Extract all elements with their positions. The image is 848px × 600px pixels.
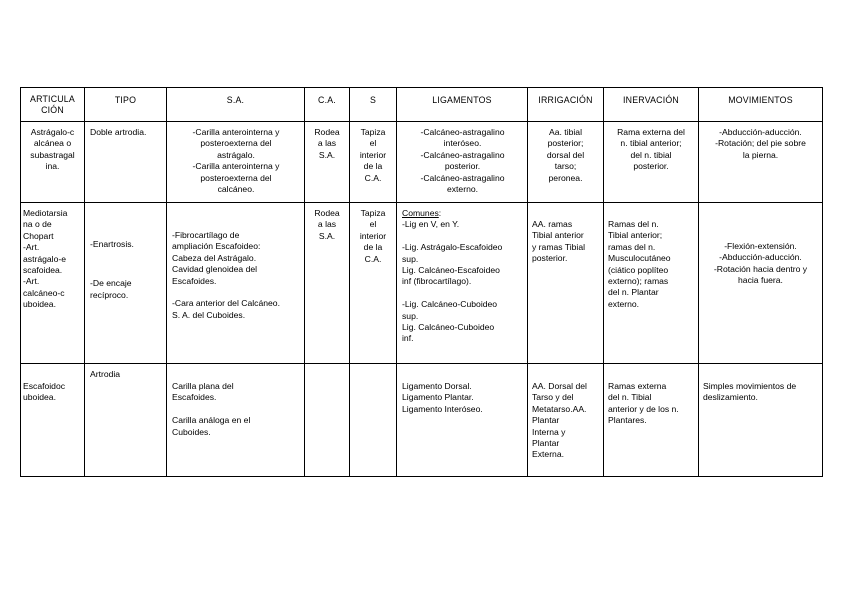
cell-movimientos: -Abducción-aducción. -Rotación; del pie sobre la pierna. bbox=[699, 122, 823, 203]
cell-tipo: Artrodia bbox=[85, 364, 167, 477]
header-ca: C.A. bbox=[305, 88, 350, 122]
cell-s: Tapiza el interior de la C.A. bbox=[350, 203, 397, 364]
cell-irrigacion: AA. ramas Tibial anterior y ramas Tibial posterior. bbox=[528, 203, 604, 364]
cell-movimientos: -Flexión-extensión. -Abducción-aducción. -Rotación hacia dentro y hacia fuera. bbox=[699, 203, 823, 364]
cell-articulacion: Escafoidoc uboidea. bbox=[21, 364, 85, 477]
cell-ca bbox=[305, 364, 350, 477]
cell-irrigacion: AA. Dorsal del Tarso y del Metatarso.AA. Plantar Interna y Plantar Externa. bbox=[528, 364, 604, 477]
cell-sa: -Carilla anterointerna y posteroexterna del astrágalo. -Carilla anterointerna y posteroexterna del calcáneo. bbox=[167, 122, 305, 203]
cell-irrigacion: Aa. tibial posterior; dorsal del tarso; peronea. bbox=[528, 122, 604, 203]
cell-inervacion: Rama externa del n. tibial anterior; del n. tibial posterior. bbox=[604, 122, 699, 203]
cell-ca: Rodea a las S.A. bbox=[305, 203, 350, 364]
cell-ligamentos: Comunes: -Lig en V, en Y. -Lig. Astrágalo-Escafoideo sup. Lig. Calcáneo-Escafoideo inf (fibrocartílago). -Lig. Calcáneo-Cuboideo sup. Lig. Calcáneo-Cuboideo inf. bbox=[397, 203, 528, 364]
ligamentos-heading: Comunes bbox=[402, 208, 439, 218]
header-movimientos: MOVIMIENTOS bbox=[699, 88, 823, 122]
cell-sa: -Fibrocartílago de ampliación Escafoideo: Cabeza del Astrágalo. Cavidad glenoidea del Escafoides. -Cara anterior del Calcáneo. S. A. del Cuboides. bbox=[167, 203, 305, 364]
cell-ligamentos: Ligamento Dorsal. Ligamento Plantar. Ligamento Interóseo. bbox=[397, 364, 528, 477]
table-row bbox=[21, 203, 823, 364]
table-row bbox=[21, 364, 823, 477]
cell-inervacion: Ramas externa del n. Tibial anterior y de los n. Plantares. bbox=[604, 364, 699, 477]
articulations-table bbox=[20, 87, 823, 477]
cell-s bbox=[350, 364, 397, 477]
cell-tipo: -Enartrosis. -De encaje recíproco. bbox=[85, 203, 167, 364]
header-tipo: TIPO bbox=[85, 88, 167, 122]
cell-ca: Rodea a las S.A. bbox=[305, 122, 350, 203]
cell-movimientos: Simples movimientos de deslizamiento. bbox=[699, 364, 823, 477]
cell-s: Tapiza el interior de la C.A. bbox=[350, 122, 397, 203]
cell-inervacion: Ramas del n. Tibial anterior; ramas del n. Musculocutáneo (ciático poplíteo externo); ramas del n. Plantar externo. bbox=[604, 203, 699, 364]
header-row bbox=[21, 88, 823, 122]
cell-articulacion: Mediotarsia na o de Chopart -Art. astrágalo-e scafoidea. -Art. calcáneo-c uboidea. bbox=[21, 203, 85, 364]
cell-tipo: Doble artrodia. bbox=[85, 122, 167, 203]
header-articulacion: ARTICULA CIÓN bbox=[21, 88, 85, 122]
header-s: S bbox=[350, 88, 397, 122]
header-sa: S.A. bbox=[167, 88, 305, 122]
cell-articulacion: Astrágalo-c alcánea o subastragal ina. bbox=[21, 122, 85, 203]
cell-ligamentos: -Calcáneo-astragalino interóseo. -Calcáneo-astragalino posterior. -Calcáneo-astragalino externo. bbox=[397, 122, 528, 203]
table-row bbox=[21, 122, 823, 203]
header-irrigacion: IRRIGACIÓN bbox=[528, 88, 604, 122]
header-ligamentos: LIGAMENTOS bbox=[397, 88, 528, 122]
header-inervacion: INERVACIÓN bbox=[604, 88, 699, 122]
cell-sa: Carilla plana del Escafoides. Carilla análoga en el Cuboides. bbox=[167, 364, 305, 477]
